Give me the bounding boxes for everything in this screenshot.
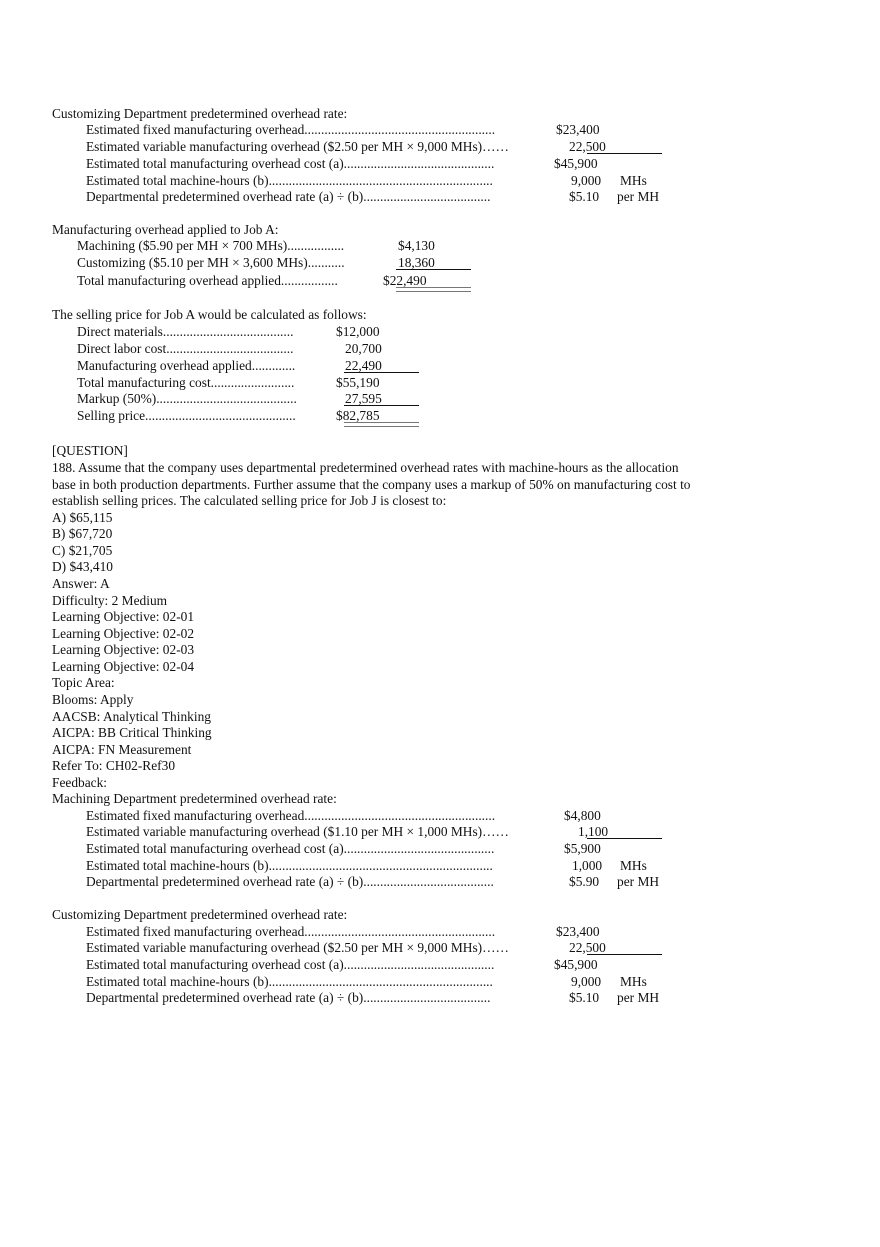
- fixed-overhead-value: $4,800: [564, 808, 601, 823]
- machine-hours-label: Estimated total machine-hours (b)...................................................................: [86, 974, 493, 989]
- selling-price-label: Selling price.............................................: [77, 408, 296, 423]
- option-c: C) $21,705: [52, 543, 113, 558]
- variable-overhead-value: 1,100: [578, 824, 609, 839]
- double-underline: [344, 422, 419, 427]
- machine-hours-label: Estimated total machine-hours (b)...................................................................: [86, 858, 493, 873]
- variable-overhead-value: 22,500: [569, 139, 606, 154]
- machine-hours-unit: MHs: [620, 858, 647, 873]
- feedback-label: Feedback:: [52, 775, 108, 790]
- machining-rate-heading: Machining Department predetermined overhead rate:: [52, 791, 337, 806]
- total-overhead-label: Estimated total manufacturing overhead cost (a).............................................: [86, 841, 495, 856]
- subtotal-underline: [587, 838, 662, 839]
- direct-labor-value: 20,700: [345, 341, 382, 356]
- refer-to: Refer To: CH02-Ref30: [52, 758, 176, 773]
- fixed-overhead-value: $23,400: [556, 122, 600, 137]
- predetermined-rate-value: $5.10: [569, 189, 600, 204]
- selling-heading: The selling price for Job A would be calculated as follows:: [52, 307, 367, 322]
- direct-labor-label: Direct labor cost......................................: [77, 341, 294, 356]
- overhead-applied-label: Manufacturing overhead applied.............: [77, 358, 296, 373]
- aicpa: AICPA: BB Critical Thinking: [52, 725, 212, 740]
- question-text-line: base in both production departments. Further assume that the company uses a markup of 50% on manufacturing cost to: [52, 477, 691, 492]
- machine-hours-value: 9,000: [571, 173, 602, 188]
- learning-objective: Learning Objective: 02-04: [52, 659, 195, 674]
- total-overhead-value: $45,900: [554, 957, 598, 972]
- aacsb: AACSB: Analytical Thinking: [52, 709, 211, 724]
- predetermined-rate-value: $5.10: [569, 990, 600, 1005]
- subtotal-underline: [344, 405, 419, 406]
- machine-hours-value: 9,000: [571, 974, 602, 989]
- direct-materials-value: $12,000: [336, 324, 380, 339]
- option-b: B) $67,720: [52, 526, 113, 541]
- option-d: D) $43,410: [52, 559, 113, 574]
- learning-objective: Learning Objective: 02-01: [52, 609, 195, 624]
- variable-overhead-label: Estimated variable manufacturing overhead ($1.10 per MH × 1,000 MHs)……: [86, 824, 509, 839]
- subtotal-underline: [587, 153, 662, 154]
- predetermined-rate-value: $5.90: [569, 874, 600, 889]
- machine-hours-label: Estimated total machine-hours (b)...................................................................: [86, 173, 493, 188]
- learning-objective: Learning Objective: 02-02: [52, 626, 195, 641]
- question-text-line: establish selling prices. The calculated selling price for Job J is closest to:: [52, 493, 447, 508]
- markup-value: 27,595: [345, 391, 382, 406]
- variable-overhead-label: Estimated variable manufacturing overhead ($2.50 per MH × 9,000 MHs)……: [86, 139, 509, 154]
- total-overhead-value: $45,900: [554, 156, 598, 171]
- double-underline: [396, 287, 471, 292]
- total-cost-label: Total manufacturing cost.........................: [77, 375, 295, 390]
- total-overhead-value: $5,900: [564, 841, 601, 856]
- subtotal-underline: [396, 269, 471, 270]
- customizing-rate-heading: Customizing Department predetermined overhead rate:: [52, 106, 348, 121]
- total-cost-value: $55,190: [336, 375, 380, 390]
- answer: Answer: A: [52, 576, 110, 591]
- applied-customizing-value: 18,360: [398, 255, 435, 270]
- fixed-overhead-label: Estimated fixed manufacturing overhead.........................................................: [86, 924, 496, 939]
- selling-price-value: $82,785: [336, 408, 380, 423]
- aicpa: AICPA: FN Measurement: [52, 742, 192, 757]
- applied-heading: Manufacturing overhead applied to Job A:: [52, 222, 279, 237]
- total-overhead-label: Estimated total manufacturing overhead cost (a).............................................: [86, 957, 495, 972]
- fixed-overhead-label: Estimated fixed manufacturing overhead.........................................................: [86, 122, 496, 137]
- variable-overhead-label: Estimated variable manufacturing overhead ($2.50 per MH × 9,000 MHs)……: [86, 940, 509, 955]
- predetermined-rate-unit: per MH: [617, 189, 660, 204]
- machine-hours-unit: MHs: [620, 173, 647, 188]
- direct-materials-label: Direct materials.......................................: [77, 324, 294, 339]
- applied-customizing-label: Customizing ($5.10 per MH × 3,600 MHs)...........: [77, 255, 345, 270]
- subtotal-underline: [587, 954, 662, 955]
- topic-area: Topic Area:: [52, 675, 115, 690]
- question-text-line: 188. Assume that the company uses departmental predetermined overhead rates with machine-hours as the allocation: [52, 460, 679, 475]
- learning-objective: Learning Objective: 02-03: [52, 642, 195, 657]
- machine-hours-unit: MHs: [620, 974, 647, 989]
- fixed-overhead-label: Estimated fixed manufacturing overhead.........................................................: [86, 808, 496, 823]
- applied-total-label: Total manufacturing overhead applied.................: [77, 273, 338, 288]
- predetermined-rate-unit: per MH: [617, 990, 660, 1005]
- total-overhead-label: Estimated total manufacturing overhead cost (a).............................................: [86, 156, 495, 171]
- blooms: Blooms: Apply: [52, 692, 134, 707]
- difficulty: Difficulty: 2 Medium: [52, 593, 168, 608]
- option-a: A) $65,115: [52, 510, 113, 525]
- predetermined-rate-label: Departmental predetermined overhead rate (a) ÷ (b)......................................: [86, 189, 491, 204]
- markup-label: Markup (50%)..........................................: [77, 391, 297, 406]
- predetermined-rate-label: Departmental predetermined overhead rate (a) ÷ (b)......................................: [86, 990, 491, 1005]
- predetermined-rate-label: Departmental predetermined overhead rate (a) ÷ (b).......................................: [86, 874, 494, 889]
- machine-hours-value: 1,000: [572, 858, 603, 873]
- applied-total-value: $22,490: [383, 273, 427, 288]
- question-tag: [QUESTION]: [52, 443, 128, 458]
- overhead-applied-value: 22,490: [345, 358, 382, 373]
- variable-overhead-value: 22,500: [569, 940, 606, 955]
- customizing-rate-heading: Customizing Department predetermined overhead rate:: [52, 907, 348, 922]
- applied-machining-label: Machining ($5.90 per MH × 700 MHs).................: [77, 238, 345, 253]
- predetermined-rate-unit: per MH: [617, 874, 660, 889]
- applied-machining-value: $4,130: [398, 238, 435, 253]
- subtotal-underline: [344, 372, 419, 373]
- fixed-overhead-value: $23,400: [556, 924, 600, 939]
